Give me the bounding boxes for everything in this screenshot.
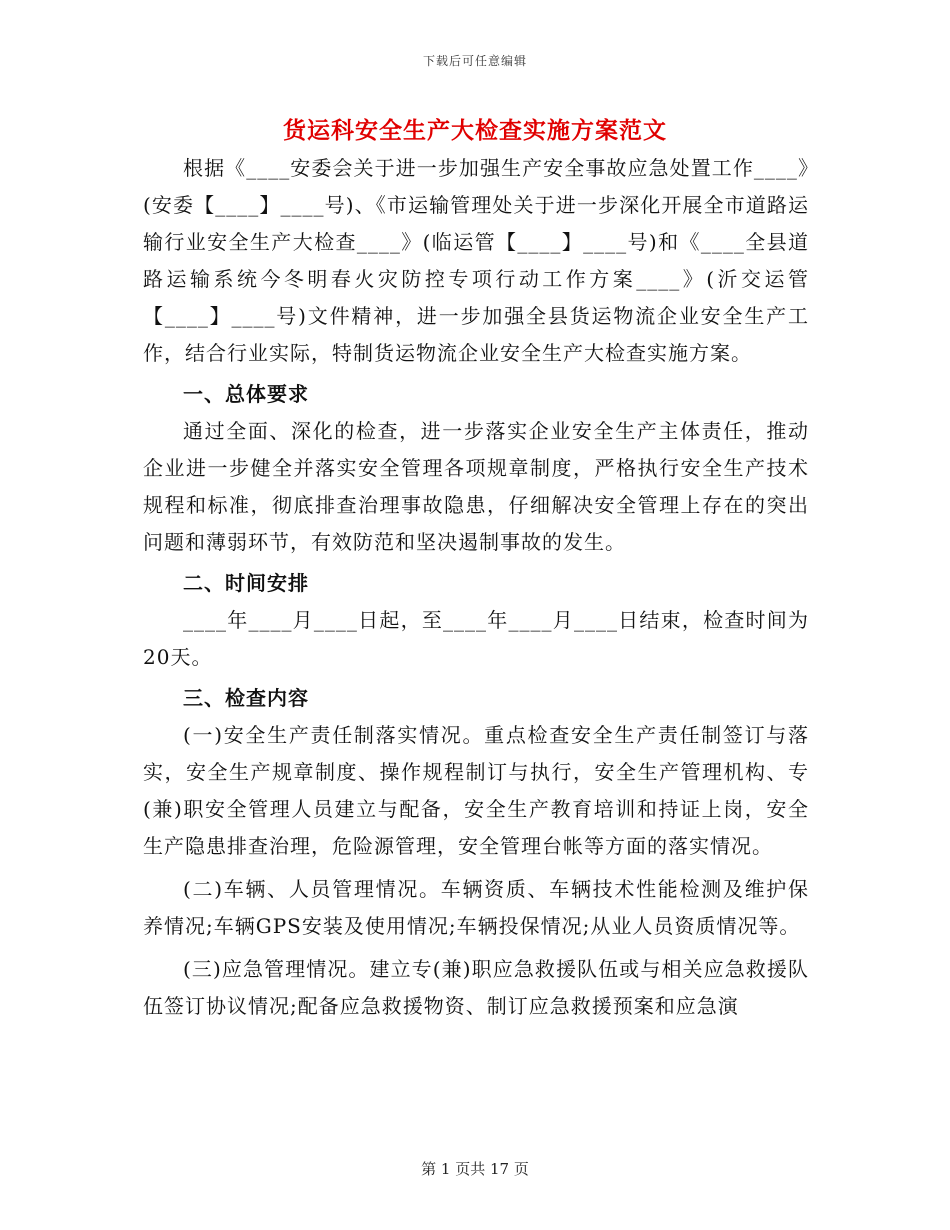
- document-body: [143, 150, 809, 1025]
- content-item-1: (一)安全生产责任制落实情况。重点检查安全生产责任制签订与落实，安全生产规章制度、操作规程制订与执行，安全生产管理机构、专(兼)职安全管理人员建立与配备，安全生产教育培训和持证上岗，安全生产隐患排查治理，危险源管理，安全管理台帐等方面的落实情况。: [143, 723, 809, 858]
- content-item-2: (二)车辆、人员管理情况。车辆资质、车辆技术性能检测及维护保养情况;车辆GPS安装及使用情况;车辆投保情况;从业人员资质情况等。: [143, 877, 809, 938]
- page-number: 第 1 页共 17 页: [421, 1160, 529, 1178]
- section-heading-schedule: 二、时间安排: [183, 571, 309, 595]
- content-item-3: (三)应急管理情况。建立专(兼)职应急救援队伍或与相关应急救援队伍签订协议情况;配备应急救援物资、制订应急救援预案和应急演: [143, 957, 809, 1018]
- section-general-paragraph: 通过全面、深化的检查，进一步落实企业安全生产主体责任，推动企业进一步健全并落实安全管理各项规章制度，严格执行安全生产技术规程和标准，彻底排查治理事故隐患，仔细解决安全管理上存在的突出问题和薄弱环节，有效防范和坚决遏制事故的发生。: [143, 419, 809, 554]
- section-heading-general: 一、总体要求: [183, 382, 309, 406]
- header-note: 下载后可任意编辑: [422, 54, 527, 68]
- intro-paragraph: 根据《____安委会关于进一步加强生产安全事故应急处置工作____》(安委【____】____号)、《市运输管理处关于进一步深化开展全市道路运输行业安全生产大检查____》(临运管【____】____号)和《____全县道路运输系统今冬明春火灾防控专项行动工作方案____》(沂交运管【____】____号)文件精神，进一步加强全县货运物流企业安全生产工作，结合行业实际，特制货运物流企业安全生产大检查实施方案。: [143, 156, 809, 365]
- document-title: 货运科安全生产大检查实施方案范文: [283, 117, 667, 144]
- section-schedule-paragraph: ____年____月____日起，至____年____月____日结束，检查时间为20天。: [143, 608, 809, 669]
- section-heading-content: 三、检查内容: [183, 686, 309, 710]
